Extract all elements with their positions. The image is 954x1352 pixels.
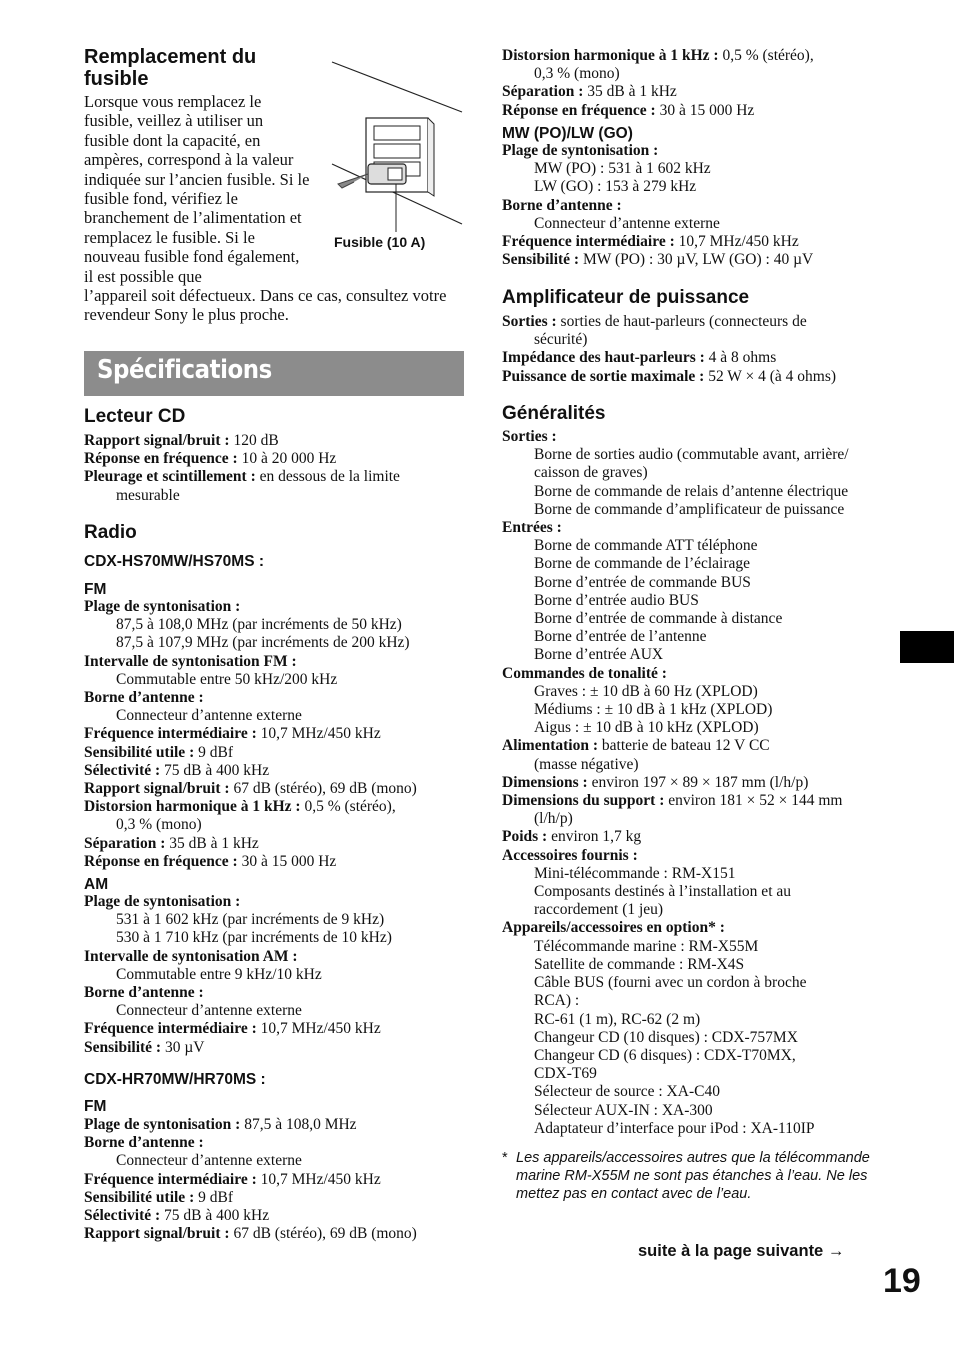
spec-label: Séparation : — [502, 83, 584, 101]
mw-label: MW (PO)/LW (GO) — [502, 125, 633, 142]
spec-value: (l/h/p) — [534, 810, 573, 828]
spec-value: Aigus : ± 10 dB à 10 kHz (XPLOD) — [534, 719, 759, 737]
fuse-text-narrow: Lorsque vous remplacez le fusible, veillez à utiliser un fusible dont la capacité, en ampères, correspond à la valeur indiquée sur l’ancien fusible. Si le fusible fond, vérifiez le branchement de l’alimentation et remplacez le fusible. Si le nouveau fusible fond également, il est possible que — [84, 92, 310, 286]
spec-value: 35 dB à 1 kHz — [165, 834, 259, 852]
spec-label: Borne d’antenne : — [502, 196, 622, 214]
spec-label: Impédance des haut-parleurs : — [502, 349, 705, 367]
am-specs — [84, 893, 469, 1057]
spec-value: Connecteur d’antenne externe — [116, 707, 302, 725]
spec-value: Borne d’entrée de l’antenne — [534, 628, 707, 646]
specifications-banner — [84, 351, 464, 396]
spec-label: Fréquence intermédiaire : — [84, 725, 257, 743]
spec-value: batterie de bateau 12 V CC — [598, 737, 770, 755]
spec-label: Accessoires fournis : — [502, 846, 638, 864]
radio-title: Radio — [84, 522, 137, 543]
spec-label: Borne d’antenne : — [84, 984, 204, 1002]
spec-value: RC-61 (1 m), RC-62 (2 m) — [534, 1010, 701, 1028]
spec-label: Plage de syntonisation : — [84, 598, 241, 615]
radio-model-1: CDX-HS70MW/HS70MS : — [84, 553, 264, 570]
spec-label: Rapport signal/bruit : — [84, 780, 230, 798]
fuse-illustration — [328, 54, 468, 234]
footnote-marker: * — [502, 1150, 508, 1166]
spec-label: Appareils/accessoires en option — [502, 919, 709, 937]
spec-value: 67 dB (stéréo), 69 dB (mono) — [229, 780, 417, 798]
spec-label: Réponse en fréquence : — [502, 101, 656, 119]
fm-label: FM — [84, 581, 107, 598]
spec-value: 75 dB à 400 kHz — [160, 761, 270, 779]
spec-value: Connecteur d’antenne externe — [116, 1152, 302, 1170]
spec-value: Borne de commande d’amplificateur de puissance — [534, 500, 845, 518]
spec-label: Plage de syntonisation : — [84, 893, 241, 910]
radio-model-2: CDX-HR70MW/HR70MS : — [84, 1071, 266, 1088]
spec-label-suffix: * : — [708, 919, 725, 937]
spec-value: 52 W × 4 (à 4 ohms) — [704, 367, 837, 385]
spec-value: Connecteur d’antenne externe — [116, 1002, 302, 1020]
spec-label: Borne d’antenne : — [84, 689, 204, 707]
spec-label: Plage de syntonisation : — [502, 142, 659, 159]
spec-value: 10,7 MHz/450 kHz — [256, 1020, 381, 1038]
thumb-index-tab — [900, 631, 954, 663]
spec-value: Médiums : ± 10 dB à 1 kHz (XPLOD) — [534, 701, 773, 719]
spec-value: Commutable entre 9 kHz/10 kHz — [116, 965, 322, 983]
spec-value: environ 197 × 89 × 187 mm (l/h/p) — [587, 773, 809, 791]
spec-value: environ 1,7 kg — [547, 828, 642, 846]
spec-value: RCA) : — [534, 992, 580, 1010]
general-specs — [502, 428, 897, 1138]
fm2-specs-cont — [502, 47, 897, 120]
spec-label: Plage de syntonisation : — [84, 1116, 241, 1133]
spec-value: Changeur CD (10 disques) : CDX-757MX — [534, 1028, 798, 1046]
spec-label: Sensibilité utile : — [84, 743, 195, 761]
spec-value: Câble BUS (fourni avec un cordon à broche — [534, 974, 807, 992]
spec-value: caisson de graves) — [534, 464, 648, 482]
spec-label: Dimensions : — [502, 773, 588, 791]
mw-specs — [502, 142, 897, 269]
spec-label: Fréquence intermédiaire : — [84, 1170, 257, 1188]
spec-value: 530 à 1 710 kHz (par incréments de 10 kHz) — [116, 929, 392, 947]
spec-value: environ 181 × 52 × 144 mm — [664, 792, 843, 810]
spec-value: Mini-télécommande : RM-X151 — [534, 864, 736, 882]
spec-value: 10,7 MHz/450 kHz — [256, 725, 381, 743]
spec-value: Borne d’entrée AUX — [534, 646, 664, 664]
spec-label: Fréquence intermédiaire : — [84, 1020, 257, 1038]
specifications-title: Spécifications — [97, 355, 272, 385]
spec-value: 531 à 1 602 kHz (par incréments de 9 kHz) — [116, 911, 385, 929]
spec-value: 0,3 % (mono) — [116, 816, 202, 834]
fm2-specs — [84, 1116, 469, 1243]
spec-value: 4 à 8 ohms — [704, 349, 777, 367]
spec-label: Alimentation : — [502, 737, 599, 755]
spec-label: Distorsion harmonique à 1 kHz : — [84, 798, 301, 816]
spec-value: Borne de commande de l’éclairage — [534, 555, 751, 573]
spec-value: sécurité) — [534, 331, 588, 349]
spec-value: 0,5 % (stéréo), — [300, 798, 396, 816]
footnote — [502, 1149, 887, 1203]
spec-label: Sorties : — [502, 428, 557, 445]
spec-value: 10,7 MHz/450 kHz — [674, 233, 799, 251]
spec-value: MW (PO) : 531 à 1 602 kHz — [534, 160, 711, 178]
spec-value: 87,5 à 108,0 MHz — [240, 1116, 357, 1133]
fm-specs — [84, 598, 469, 871]
spec-label: Réponse en fréquence : — [84, 450, 238, 468]
spec-value: 0,3 % (mono) — [534, 65, 620, 83]
spec-value: 87,5 à 107,9 MHz (par incréments de 200 kHz) — [116, 634, 410, 652]
spec-value: 120 dB — [229, 432, 279, 449]
fuse-caption: Fusible (10 A) — [334, 234, 426, 250]
spec-value: sorties de haut-parleurs (connecteurs de — [556, 313, 807, 330]
spec-label: Entrées : — [502, 519, 562, 537]
general-title: Généralités — [502, 403, 606, 424]
spec-value: Satellite de commande : RM-X4S — [534, 955, 745, 973]
spec-value: LW (GO) : 153 à 279 kHz — [534, 178, 697, 196]
fuse-section-title: Remplacement du fusible — [84, 46, 257, 90]
spec-value: CDX-T69 — [534, 1065, 597, 1083]
spec-value: 35 dB à 1 kHz — [583, 83, 677, 101]
spec-label: Intervalle de syntonisation FM : — [84, 652, 297, 670]
spec-value: Borne de commande ATT téléphone — [534, 537, 758, 555]
cd-specs — [84, 432, 464, 505]
fuse-text-wide: l’appareil soit défectueux. Dans ce cas, consultez votre revendeur Sony le plus proche. — [84, 286, 447, 325]
spec-value: Composants destinés à l’installation et au — [534, 883, 791, 901]
spec-value: 10,7 MHz/450 kHz — [256, 1170, 381, 1188]
spec-value: MW (PO) : 30 µV, LW (GO) : 40 µV — [579, 251, 814, 269]
spec-label: Sélectivité : — [84, 1207, 161, 1225]
spec-value: (masse négative) — [534, 755, 639, 773]
spec-label: Puissance de sortie maximale : — [502, 367, 705, 385]
spec-value: Borne de sorties audio (commutable avant, arrière/ — [534, 446, 849, 464]
spec-value: 10 à 20 000 Hz — [237, 450, 337, 468]
spec-label: Sensibilité : — [502, 251, 580, 269]
spec-label: Dimensions du support : — [502, 792, 665, 810]
spec-value: Borne d’entrée de commande BUS — [534, 573, 751, 591]
spec-label: Distorsion harmonique à 1 kHz : — [502, 47, 719, 64]
spec-value: Sélecteur de source : XA-C40 — [534, 1083, 720, 1101]
spec-label: Sensibilité : — [84, 1038, 162, 1056]
spec-label: Pleurage et scintillement : — [84, 468, 256, 486]
spec-value: 87,5 à 108,0 MHz (par incréments de 50 kHz) — [116, 616, 402, 634]
continue-link: suite à la page suivante → — [638, 1242, 845, 1260]
spec-label: Intervalle de syntonisation AM : — [84, 947, 298, 965]
spec-value: Sélecteur AUX-IN : XA-300 — [534, 1101, 713, 1119]
spec-label: Séparation : — [84, 834, 166, 852]
spec-label: Réponse en fréquence : — [84, 852, 238, 870]
spec-label: Sorties : — [502, 313, 557, 330]
spec-value: Connecteur d’antenne externe — [534, 214, 720, 232]
spec-label: Rapport signal/bruit : — [84, 1225, 230, 1243]
spec-label: Sélectivité : — [84, 761, 161, 779]
spec-label: Sensibilité utile : — [84, 1188, 195, 1206]
spec-label: Fréquence intermédiaire : — [502, 233, 675, 251]
spec-value: Borne d’entrée audio BUS — [534, 591, 699, 609]
spec-value: Borne de commande de relais d’antenne électrique — [534, 482, 849, 500]
footnote-text: Les appareils/accessoires autres que la télécommande marine RM-X55M ne sont pas étanches à l’eau. Ne les mettez pas en contact avec de l’eau. — [516, 1150, 870, 1202]
spec-value: 30 à 15 000 Hz — [237, 852, 337, 870]
spec-value: 30 à 15 000 Hz — [655, 101, 755, 119]
spec-value: 30 µV — [161, 1038, 205, 1056]
spec-value: 0,5 % (stéréo), — [718, 47, 814, 64]
spec-value: Commutable entre 50 kHz/200 kHz — [116, 670, 338, 688]
ampli-title: Amplificateur de puissance — [502, 287, 750, 308]
spec-value: Graves : ± 10 dB à 60 Hz (XPLOD) — [534, 682, 758, 700]
spec-value: 9 dBf — [194, 1188, 233, 1206]
spec-label: Rapport signal/bruit : — [84, 432, 230, 449]
spec-label: Borne d’antenne : — [84, 1134, 204, 1152]
spec-value: raccordement (1 jeu) — [534, 901, 664, 919]
spec-value: Changeur CD (6 disques) : CDX-T70MX, — [534, 1046, 796, 1064]
spec-value: 75 dB à 400 kHz — [160, 1207, 270, 1225]
spec-value: Télécommande marine : RM-X55M — [534, 937, 759, 955]
ampli-specs — [502, 313, 897, 386]
spec-value: 67 dB (stéréo), 69 dB (mono) — [229, 1225, 417, 1243]
spec-value: Adaptateur d’interface pour iPod : XA-110IP — [534, 1119, 815, 1137]
spec-value: Borne d’entrée de commande à distance — [534, 610, 783, 628]
spec-value: 9 dBf — [194, 743, 233, 761]
spec-label: Poids : — [502, 828, 548, 846]
cd-title: Lecteur CD — [84, 406, 186, 427]
spec-value: en dessous de la limite mesurable — [116, 468, 400, 504]
am-label: AM — [84, 876, 109, 893]
fm2-label: FM — [84, 1098, 107, 1115]
page-number: 19 — [883, 1262, 921, 1300]
spec-label: Commandes de tonalité : — [502, 664, 667, 682]
